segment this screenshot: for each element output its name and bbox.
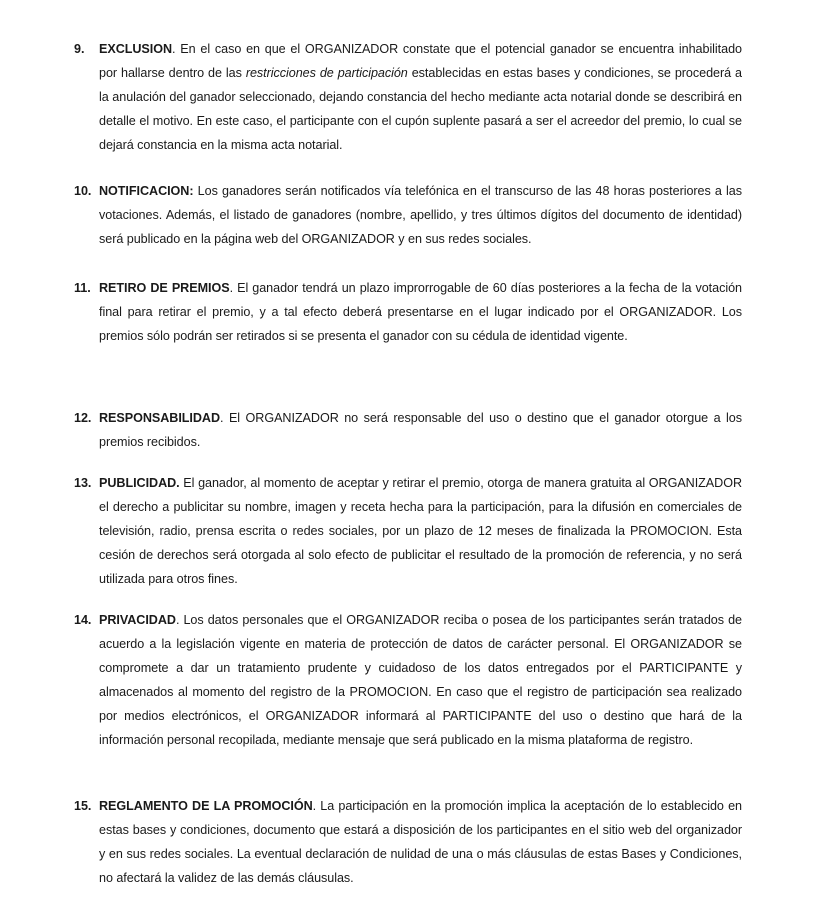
clause-text: . El ganador tendrá un plazo improrrogable de 60 días posteriores a la fecha de la votación final para retirar el premio, y a tal efecto deberá presentarse en el lugar indicado por el ORGANIZADOR. Los premios sólo podrán ser retirados si se presenta el ganador con su cédula de identidad vigente. — [99, 281, 742, 343]
clause-text-italic: restricciones de participación — [245, 66, 408, 80]
clause-text: Los ganadores serán notificados vía telefónica en el transcurso de las 48 horas posteriores a las votaciones. Además, el listado de ganadores (nombre, apellido, y tres últimos dígitos del documento de identidad) será publicado en la página web del ORGANIZADOR y en sus redes sociales. — [99, 184, 742, 246]
clause-title: RETIRO DE PREMIOS — [99, 281, 230, 295]
clause-text: El ganador, al momento de aceptar y retirar el premio, otorga de manera gratuita al ORGANIZADOR el derecho a publicitar su nombre, imagen y receta hecha para la participación, para la difusión en comerciales de televisión, radio, prensa escrita o redes sociales, por un plazo de 12 meses de finalizada la PROMOCION. Esta cesión de derechos será otorgada al solo efecto de publicitar el resultado de la promoción de referencia, y no será utilizada para otros fines. — [99, 476, 742, 586]
clause-text: . Los datos personales que el ORGANIZADOR reciba o posea de los participantes serán tratados de acuerdo a la legislación vigente en materia de protección de datos de carácter personal. El ORGANIZADOR se compromete a dar un tratamiento prudente y cuidadoso de los datos entregados por el PARTICIPANTE y almacenados al momento del registro de la PROMOCION. En caso que el registro de participación sea realizado por medios electrónicos, el ORGANIZADOR informará al PARTICIPANTE del uso o destino que hará de la información personal recopilada, mediante mensaje que será publicado en la misma plataforma de registro. — [99, 613, 742, 747]
clause-title: PRIVACIDAD — [99, 613, 176, 627]
clause-title: RESPONSABILIDAD — [99, 411, 221, 425]
clause-title: EXCLUSION — [99, 42, 173, 56]
clause-number: 13. — [74, 476, 92, 490]
clause-title: PUBLICIDAD. — [99, 476, 180, 490]
clause-number: 14. — [74, 613, 92, 627]
clause-number: 10. — [74, 184, 92, 198]
clause-text: . La participación en la promoción implica la aceptación de lo establecido en estas bases y condiciones, documento que estará a disposición de los participantes en el sitio web del organizador y en sus redes sociales. La eventual declaración de nulidad de una o más cláusulas de estas Bases y Condiciones, no afectará la validez de las demás cláusulas. — [99, 799, 742, 885]
clause-text: . En el caso en que el ORGANIZADOR constate que el potencial ganador se encuentra inhabilitado por hallarse dentro de las — [99, 42, 742, 80]
clause-title: NOTIFICACION: — [99, 184, 194, 198]
clause-reglamento — [74, 794, 742, 890]
clause-title: REGLAMENTO DE LA PROMOCIÓN — [99, 799, 313, 813]
clause-text: establecidas en estas bases y condiciones, se procederá a la anulación del ganador seleccionado, dejando constancia del hecho mediante acta notarial donde se describirá en detalle el motivo. En este caso, el participante con el cupón suplente pasará a ser el acreedor del premio, lo cual se dejará constancia en la misma acta notarial. — [99, 66, 742, 152]
clause-text: . El ORGANIZADOR no será responsable del uso o destino que el ganador otorgue a los premios recibidos. — [99, 411, 742, 449]
clause-publicidad — [74, 471, 742, 591]
clause-number: 15. — [74, 799, 92, 813]
clause-number: 9. — [74, 42, 85, 56]
clause-retiro-de-premios — [74, 276, 742, 348]
clause-number: 11. — [74, 281, 91, 295]
clause-privacidad — [74, 608, 742, 752]
clause-responsabilidad — [74, 406, 742, 454]
clause-number: 12. — [74, 411, 92, 425]
clause-exclusion — [74, 37, 742, 157]
clause-notificacion — [74, 179, 742, 251]
